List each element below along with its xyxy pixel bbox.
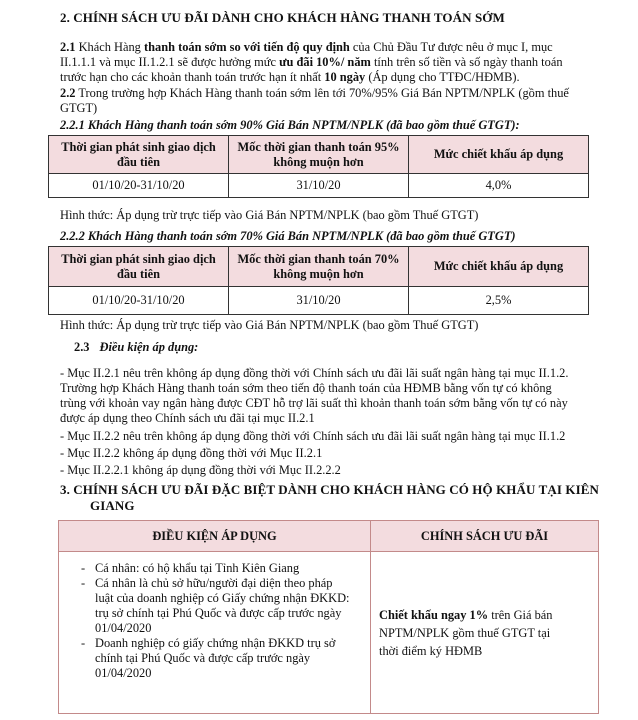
para-2-2-line-2: GTGT) bbox=[60, 101, 98, 115]
header-text: Thời gian phát sinh giao dịch bbox=[61, 251, 216, 266]
section-3-title-line-1: 3. CHÍNH SÁCH ƯU ĐÃI ĐẶC BIỆT DÀNH CHO KHÁCH HÀNG CÓ HỘ KHẨU TẠI KIÊN bbox=[60, 482, 599, 497]
header-text: Thời gian phát sinh giao dịch bbox=[61, 139, 216, 154]
header-cell-transaction-time bbox=[49, 247, 229, 287]
text-run: Khách Hàng bbox=[75, 40, 144, 54]
text-run: của Chủ Đầu Tư được nêu ở mục I, mục bbox=[349, 40, 553, 54]
table-row bbox=[49, 174, 589, 198]
cell-deadline: 31/10/20 bbox=[229, 174, 409, 198]
header-cell-policy: CHÍNH SÁCH ƯU ĐÃI bbox=[371, 521, 599, 552]
header-text: không muộn hơn bbox=[273, 154, 364, 169]
list-item-text: 01/04/2020 bbox=[95, 621, 152, 635]
text-run: trước hạn cho các khoản thanh toán trước hạn ít nhất bbox=[60, 70, 325, 84]
policy-cell bbox=[371, 552, 599, 714]
bold-run: 10 ngày bbox=[324, 70, 366, 84]
condition-1-line-4: được áp dụng theo Chính sách ưu đãi tại mục II.2.1 bbox=[60, 411, 315, 425]
header-cell-payment-deadline bbox=[229, 247, 409, 287]
header-cell-transaction-time bbox=[49, 136, 229, 174]
section-3-title-line-2: GIANG bbox=[90, 498, 135, 513]
list-item bbox=[79, 561, 362, 576]
conditions-cell bbox=[59, 552, 371, 714]
para-2-1-line-3 bbox=[60, 70, 520, 85]
text-run: (Áp dụng cho TTĐC/HĐMB). bbox=[365, 70, 520, 84]
header-text: không muộn hơn bbox=[273, 266, 364, 281]
table-2-2-1 bbox=[48, 135, 589, 198]
list-item-text: trụ sở chính tại Phú Quốc và được cấp trước ngày bbox=[95, 606, 342, 620]
text-run: thời điểm ký HĐMB bbox=[379, 643, 483, 658]
section-2-title: 2. CHÍNH SÁCH ƯU ĐÃI DÀNH CHO KHÁCH HÀNG THANH TOÁN SỚM bbox=[60, 10, 505, 25]
bold-run: ưu đãi 10%/ năm bbox=[279, 55, 371, 69]
bold-run: Chiết khấu ngay 1% bbox=[379, 607, 489, 622]
header-cell-conditions: ĐIỀU KIỆN ÁP DỤNG bbox=[59, 521, 371, 552]
subsection-label: Điều kiện áp dụng: bbox=[99, 340, 199, 354]
text-run: Trong trường hợp Khách Hàng thanh toán sớm lên tới 70%/95% Giá Bán NPTM/NPLK (gồm thuế bbox=[75, 86, 569, 100]
text-run: NPTM/NPLK gồm thuế GTGT tại bbox=[379, 625, 551, 640]
text-run: tính trên số tiền và số ngày thanh toán bbox=[370, 55, 563, 69]
list-item-text: Cá nhân: có hộ khẩu tại Tỉnh Kiên Giang bbox=[95, 561, 300, 575]
text-run: II.1.1.1 và mục II.1.2.1 sẽ được hưởng mức bbox=[60, 55, 280, 69]
para-2-1-line-1 bbox=[60, 40, 553, 55]
cell-transaction-period: 01/10/20-31/10/20 bbox=[49, 287, 229, 315]
list-item-text: 01/04/2020 bbox=[95, 666, 152, 680]
condition-1-line-2: Trường hợp Khách Hàng thanh toán sớm theo tiến độ thanh toán của HĐMB bằng vốn tự có không bbox=[60, 381, 552, 395]
list-item-text: chính tại Phú Quốc và được cấp trước ngày bbox=[95, 651, 311, 665]
cell-discount: 2,5% bbox=[409, 287, 589, 315]
list-item-text: Cá nhân là chủ sở hữu/người đại diện theo pháp bbox=[95, 576, 333, 590]
form-note-1: Hình thức: Áp dụng trừ trực tiếp vào Giá Bán NPTM/NPLK (bao gồm Thuế GTGT) bbox=[60, 208, 479, 222]
special-policy-table bbox=[58, 520, 599, 714]
subsection-2-3-title bbox=[74, 340, 198, 355]
subsection-2-2-2-title: 2.2.2 Khách Hàng thanh toán sớm 70% Giá Bán NPTM/NPLK (đã bao gồm thuế GTGT) bbox=[60, 229, 516, 243]
list-item-text: luật của doanh nghiệp có Giấy chứng nhận ĐKKD: bbox=[95, 591, 350, 605]
condition-3: - Mục II.2.2 không áp dụng đồng thời với Mục II.2.1 bbox=[60, 446, 323, 460]
cell-discount: 4,0% bbox=[409, 174, 589, 198]
condition-4: - Mục II.2.2.1 không áp dụng đồng thời với Mục II.2.2.2 bbox=[60, 463, 341, 477]
para-2-1-number: 2.1 bbox=[60, 40, 76, 54]
text-run: trên Giá bán bbox=[488, 607, 553, 622]
table-2-2-2 bbox=[48, 246, 589, 315]
header-cell-discount-rate: Mức chiết khấu áp dụng bbox=[409, 247, 589, 287]
list-item bbox=[79, 576, 362, 636]
policy-text bbox=[379, 606, 590, 660]
condition-1-line-1: - Mục II.2.1 nêu trên không áp dụng đồng thời với Chính sách ưu đãi lãi suất ngân hàng tại mục II.1.2. bbox=[60, 366, 569, 380]
condition-2: - Mục II.2.2 nêu trên không áp dụng đồng thời với Chính sách ưu đãi lãi suất ngân hàng tại mục II.1.2 bbox=[60, 429, 566, 443]
condition-1-line-3: trùng với khoản vay ngân hàng được CĐT hỗ trợ lãi suất thì khoản thanh toán sớm bằng vốn tự có này bbox=[60, 396, 568, 410]
list-item-text: Doanh nghiệp có giấy chứng nhận ĐKKD trụ sở bbox=[95, 636, 336, 650]
para-2-2-line-1 bbox=[60, 86, 569, 101]
header-text: đầu tiên bbox=[116, 266, 161, 281]
header-text: Mốc thời gian thanh toán 95% bbox=[237, 139, 400, 154]
table-header-row bbox=[49, 136, 589, 174]
header-text: Mốc thời gian thanh toán 70% bbox=[237, 251, 400, 266]
para-2-1-line-2 bbox=[60, 55, 563, 70]
table-row bbox=[59, 552, 599, 714]
list-item bbox=[79, 636, 362, 681]
cell-transaction-period: 01/10/20-31/10/20 bbox=[49, 174, 229, 198]
header-text: đầu tiên bbox=[116, 154, 161, 169]
subsection-number: 2.3 bbox=[74, 340, 90, 354]
header-cell-payment-deadline bbox=[229, 136, 409, 174]
bold-run: thanh toán sớm so với tiến độ quy định bbox=[143, 40, 350, 54]
conditions-list bbox=[79, 561, 362, 681]
table-header-row bbox=[59, 521, 599, 552]
table-row bbox=[49, 287, 589, 315]
header-cell-discount-rate: Mức chiết khấu áp dụng bbox=[409, 136, 589, 174]
table-header-row bbox=[49, 247, 589, 287]
subsection-2-2-1-title: 2.2.1 Khách Hàng thanh toán sớm 90% Giá Bán NPTM/NPLK (đã bao gồm thuế GTGT): bbox=[60, 118, 520, 132]
cell-deadline: 31/10/20 bbox=[229, 287, 409, 315]
form-note-2: Hình thức: Áp dụng trừ trực tiếp vào Giá Bán NPTM/NPLK (bao gồm Thuế GTGT) bbox=[60, 318, 479, 332]
para-2-2-number: 2.2 bbox=[60, 86, 76, 100]
